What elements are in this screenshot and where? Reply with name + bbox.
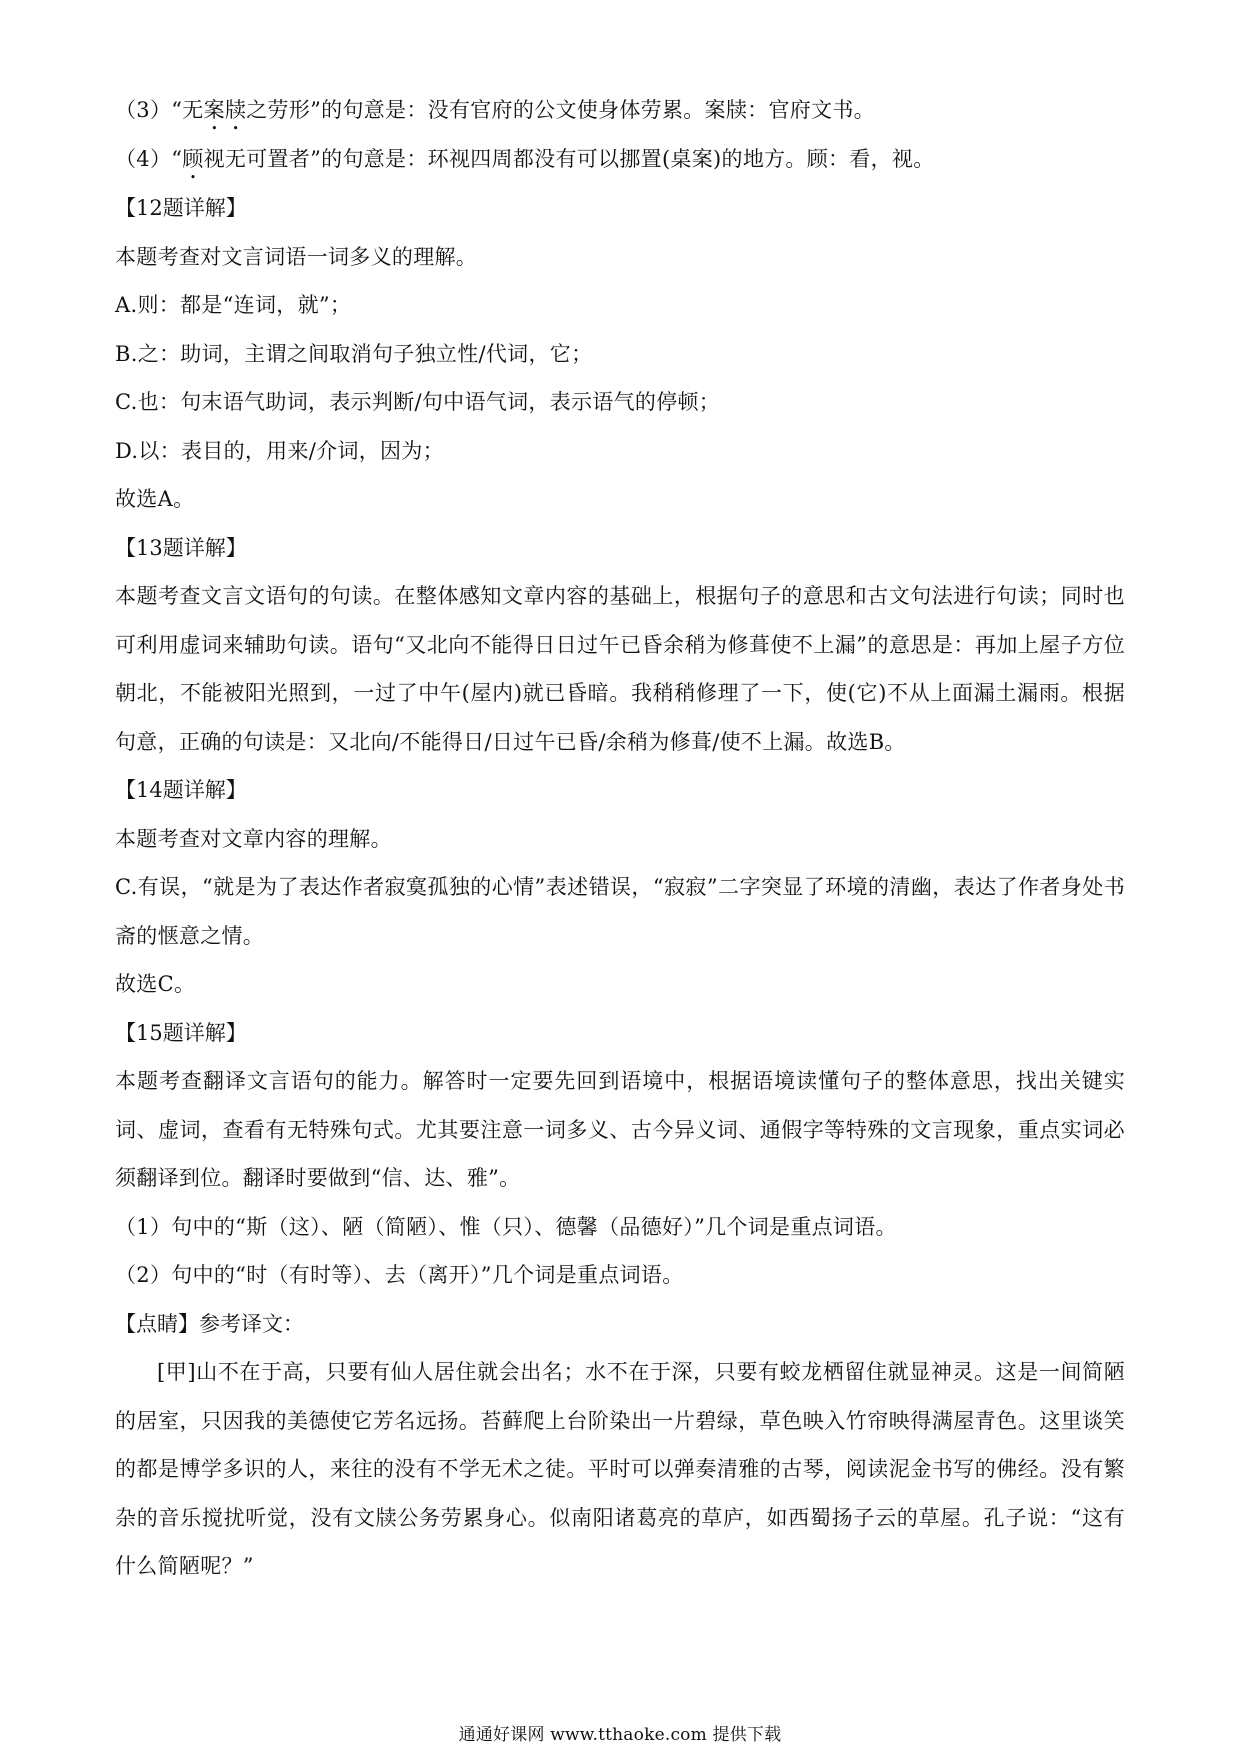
q15-body: 本题考查翻译文言语句的能力。解答时一定要先回到语境中，根据语境读懂句子的整体意思，找出关键实词、虚词，查看有无特殊句式。尤其要注意一词多义、古今异义词、通假字等特殊的文言现象，重点实词必须翻译到位。翻译时要做到“信、达、雅”。 (115, 1069, 1125, 1190)
q12-option-c: C.也：句末语气助词，表示判断/句中语气词，表示语气的停顿； (115, 390, 721, 414)
q15-point-1: （1）句中的“斯（这）、陋（简陋）、惟（只）、德馨（品德好）”几个词是重点词语。 (115, 1214, 897, 1239)
explanation-line-4: （4）“顾视无可置者”的句意是：环视四周都没有可以挪置(桌案)的地方。顾：看，视。 (115, 147, 935, 171)
q12-option-b: B.之：助词，主谓之间取消句子独立性/代词，它； (115, 341, 593, 366)
page-footer: 通通好课网 www.tthaoke.com 提供下载 (458, 1725, 782, 1745)
q14-body: C.有误，“就是为了表达作者寂寞孤独的心情”表述错误，“寂寂”二字突显了环境的清幽，表达了作者身处书斋的惬意之情。 (115, 875, 1125, 948)
document-body (115, 86, 1125, 1591)
q14-intro: 本题考查对文章内容的理解。 (115, 826, 392, 851)
q12-option-d: D.以：表目的，用来/介词，因为； (115, 438, 444, 463)
q15-heading: 【15题详解】 (115, 1020, 247, 1045)
q14-heading: 【14题详解】 (115, 778, 247, 802)
emphasized-word: 顾 (182, 147, 204, 171)
q12-answer: 故选A。 (115, 487, 195, 511)
emphasized-word: 案牍 (203, 98, 247, 122)
q12-intro: 本题考查对文言词语一词多义的理解。 (115, 244, 478, 269)
q12-heading: 【12题详解】 (115, 196, 247, 220)
q15-point-2: （2）句中的“时（有时等）、去（离开）”几个词是重点词语。 (115, 1263, 684, 1287)
q13-heading: 【13题详解】 (115, 535, 247, 560)
q14-answer: 故选C。 (115, 972, 196, 996)
translation-body: [甲]山不在于高，只要有仙人居住就会出名；水不在于深，只要有蛟龙栖留住就显神灵。这是一间简陋的居室，只因我的美德使它芳名远扬。苔藓爬上台阶染出一片碧绿，草色映入竹帘映得满屋青色。这里谈笑的都是博学多识的人，来往的没有不学无术之徒。平时可以弹奏清雅的古琴，阅读泥金书写的佛经。没有繁杂的音乐搅扰听觉，没有文牍公务劳累身心。似南阳诸葛亮的草庐，如西蜀扬子云的草屋。孔子说：“这有什么简陋呢？” (115, 1360, 1125, 1578)
explanation-line-3: （3）“无案牍之劳形”的句意是：没有官府的公文使身体劳累。案牍：官府文书。 (115, 98, 875, 122)
q12-option-a: A.则：都是“连词，就”； (115, 293, 352, 317)
q13-body: 本题考查文言文语句的句读。在整体感知文章内容的基础上，根据句子的意思和古文句法进行句读；同时也可利用虚词来辅助句读。语句“又北向不能得日日过午已昏余稍为修葺使不上漏”的意思是：再加上屋子方位朝北，不能被阳光照到，一过了中午(屋内)就已昏暗。我稍稍修理了一下，使(它)不从上面漏土漏雨。根据句意，正确的句读是：又北向/不能得日/日过午已昏/余稍为修葺/使不上漏。故选B。 (115, 584, 1125, 754)
dianjing-heading: 【点睛】参考译文： (115, 1311, 304, 1336)
